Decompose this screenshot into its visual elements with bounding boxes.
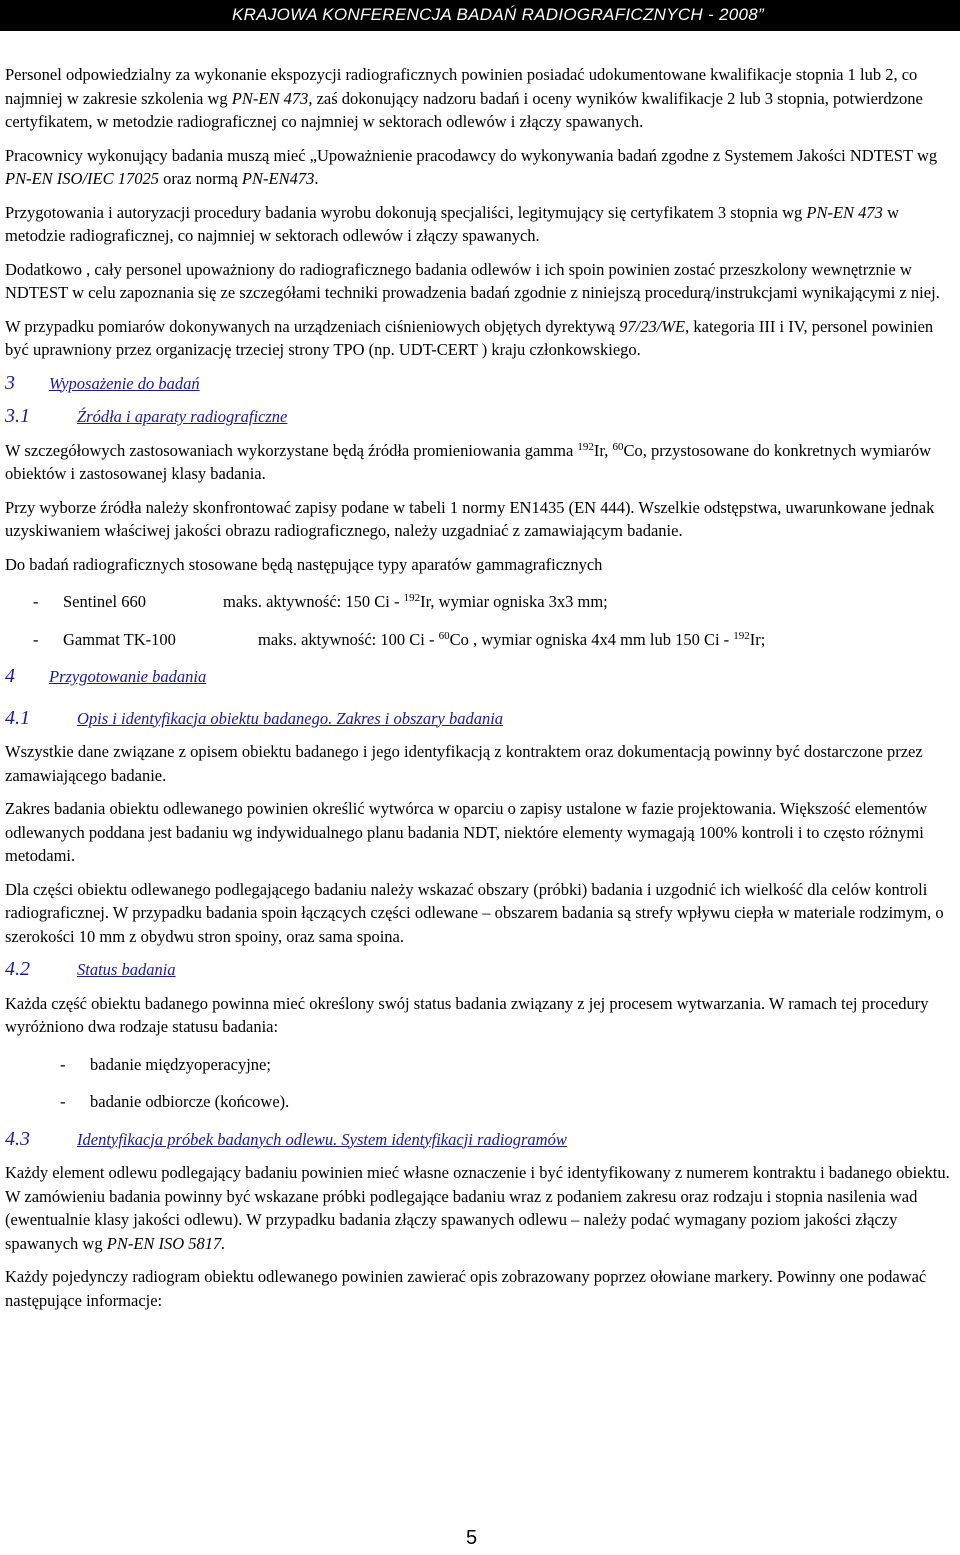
device-spec	[258, 628, 765, 652]
device-spec	[223, 590, 608, 614]
paragraph-identification	[5, 1161, 957, 1255]
list-dash: -	[60, 1054, 66, 1074]
paragraph-scope: Zakres badania obiektu odlewanego powinien określić wytwórca w oparciu o zapisy ustalone w fazie projektowania. Większość elementów odlewanych poddana jest badaniu wg indywidualnego planu badania NDT, niektóre elementy wymagają 100% kontroli i to często różnymi metodami.	[5, 799, 928, 865]
standard-ref: PN-EN 473	[231, 88, 309, 108]
paragraph-source-selection: Przy wyborze źródła należy skonfrontować zapisy podane w tabeli 1 normy EN1435 (EN 444). Wszelkie odstępstwa, uwarunkowane jednak uzyskiwaniem właściwej jakości obrazu radiograficznego, należy uzgadniać z zamawiającym badanie.	[5, 497, 935, 540]
text: Ir,	[593, 440, 613, 460]
standard-ref: PN-EN473	[241, 169, 315, 188]
section-title: Źródła i aparaty radiograficzne	[77, 407, 288, 426]
device-item	[5, 628, 957, 652]
device-name: Gammat TK-100	[63, 629, 176, 649]
text: , zaś dokonujący nadzoru badań i oceny wyników kwalifikacje 2 lub 3 stopnia, potwierdzone certyfikatem, w metodzie radiograficznej co najmniej w sektorach odlewów i złączy spawanych.	[5, 88, 923, 131]
text: Przygotowania i autoryzacji procedury badania wyrobu dokonują specjaliści, legitymujący się certyfikatem 3 stopnia wg	[5, 202, 807, 222]
isotope-mass: 192	[403, 592, 421, 604]
text: maks. aktywność: 150 Ci -	[223, 592, 404, 611]
text: Co, przystosowane do konkretnych wymiarów obiektów i zastosowanej klasy badania.	[5, 440, 931, 483]
list-dash: -	[33, 592, 39, 611]
section-4-2-heading	[5, 958, 957, 982]
section-3-heading	[5, 372, 957, 396]
paragraph-object-data: Wszystkie dane związane z opisem obiektu badanego i jego identyfikacją z kontraktem oraz dokumentacją powinny być dostarczone przez zamawiającego badanie.	[5, 742, 923, 785]
section-title: Opis i identyfikacja obiektu badanego. Zakres i obszary badania	[77, 708, 504, 728]
section-number: 3	[5, 371, 15, 394]
list-text: badanie odbiorcze (końcowe).	[90, 1092, 290, 1111]
text: maks. aktywność: 100 Ci -	[258, 629, 439, 649]
text: Pracownicy wykonujący badania muszą mieć „Upoważnienie pracodawcy do wykonywania badań zgodne z Systemem Jakości NDTEST wg	[5, 145, 938, 165]
section-title: Wyposażenie do badań	[49, 373, 200, 393]
paragraph-areas: Dla części obiektu odlewanego podlegającego badaniu należy wskazać obszary (próbki) badania i uzgodnić ich wielkość dla celów kontroli radiograficznej. W przypadku badania spoin łączących części odlewane – obszarem badania są strefy wpływu ciepła w materiale rodzimym, o szerokości 10 mm z obydwu stron spoiny, oraz sama spoina.	[5, 879, 944, 946]
paragraph-status: Każda część obiektu badanego powinna mieć określony swój status badania związany z jej procesem wytwarzania. W ramach tej procedury wyróżniono dwa rodzaje statusu badania:	[5, 993, 929, 1036]
text: Każdy element odlewu podlegający badaniu powinien mieć własne oznaczenie i być identyfikowany z numerem kontraktu i badanego obiektu. W zamówieniu badania powinny być wskazane próbki podlegające badaniu wraz z podaniem zakresu oraz rodzaju i stopnia nasilenia wad (ewentualnie klasy jakości odlewu). W przypadku badania złączy spawanych odlewu – należy podać wymagany poziom jakości złączy spawanych wg	[5, 1163, 950, 1253]
section-number: 3.1	[5, 405, 30, 427]
text: W szczegółowych zastosowaniach wykorzystane będą źródła promieniowania gamma	[5, 440, 578, 460]
text: Co , wymiar ogniska 4x4 mm lub 150 Ci -	[449, 629, 734, 649]
document-body	[5, 63, 957, 1322]
list-text: badanie międzyoperacyjne;	[90, 1054, 271, 1074]
section-4-3-heading	[5, 1128, 957, 1152]
header-bar	[0, 0, 960, 31]
paragraph-radiogram-markers: Każdy pojedynczy radiogram obiektu odlewanego powinien zawierać opis zobrazowany poprzez ołowiane markery. Powinny one podawać następujące informacje:	[5, 1267, 927, 1310]
section-4-1-heading	[5, 707, 957, 731]
section-3-1-heading	[5, 405, 957, 429]
isotope-mass: 60	[612, 440, 624, 453]
header-title: KRAJOWA KONFERENCJA BADAŃ RADIOGRAFICZNYCH - 2008”	[231, 5, 764, 24]
section-number: 4.3	[5, 1127, 30, 1150]
text: Ir;	[749, 629, 766, 649]
text: Personel odpowiedzialny za wykonanie ekspozycji radiograficznych powinien posiadać udokumentowane kwalifikacje stopnia 1 lub 2, co najmniej w zakresie szkolenia wg	[5, 65, 918, 108]
text: oraz normą	[159, 169, 242, 188]
standard-ref: PN-EN ISO/IEC 17025	[5, 169, 159, 188]
paragraph-personnel-qualifications	[5, 63, 957, 134]
text: .	[314, 169, 319, 188]
device-name: Sentinel 660	[63, 592, 146, 611]
isotope-mass: 192	[577, 440, 594, 453]
list-dash: -	[60, 1092, 66, 1111]
section-title: Identyfikacja próbek badanych odlewu. System identyfikacji radiogramów	[77, 1129, 567, 1149]
section-number: 4.1	[5, 706, 30, 729]
text: W przypadku pomiarów dokonywanych na urządzeniach ciśnieniowych objętych dyrektywą	[5, 316, 620, 336]
list-item	[5, 1053, 957, 1077]
section-title: Status badania	[77, 960, 176, 979]
paragraph-gamma-sources	[5, 439, 957, 486]
device-item	[5, 590, 957, 614]
paragraph-device-types: Do badań radiograficznych stosowane będą następujące typy aparatów gammagraficznych	[5, 554, 603, 574]
text: Ir, wymiar ogniska 3x3 mm;	[420, 592, 608, 611]
list-item	[5, 1090, 957, 1114]
isotope-mass: 60	[438, 629, 450, 642]
standard-ref: PN-EN 473	[806, 202, 883, 222]
paragraph-authorization	[5, 144, 957, 191]
paragraph-procedure-preparation	[5, 201, 957, 248]
list-dash: -	[33, 629, 39, 649]
standard-ref: PN-EN ISO 5817.	[106, 1233, 226, 1253]
text: , kategoria III i IV, personel powinien być uprawniony przez organizację trzeciej strony TPO (np. UDT-CERT ) kraju członkowskiego.	[5, 316, 934, 359]
section-number: 4.2	[5, 958, 30, 980]
section-4-heading	[5, 665, 957, 689]
section-number: 4	[5, 665, 15, 687]
text: w metodzie radiograficznej, co najmniej w sektorach odlewów i złączy spawanych.	[5, 202, 899, 245]
directive-ref: 97/23/WE	[619, 316, 686, 336]
page-number: 5	[466, 1527, 478, 1549]
isotope-mass: 192	[733, 629, 750, 642]
section-title: Przygotowanie badania	[49, 667, 207, 686]
paragraph-pressure-equipment	[5, 315, 957, 362]
paragraph-internal-training: Dodatkowo , cały personel upoważniony do radiograficznego badania odlewów i ich spoin powinien zostać przeszkolony wewnętrznie w NDTEST w celu zapoznania się ze szczegółami techniki prowadzenia badań zgodnie z niniejszą procedurą/instrukcjami wynikającymi z niej.	[5, 259, 940, 302]
